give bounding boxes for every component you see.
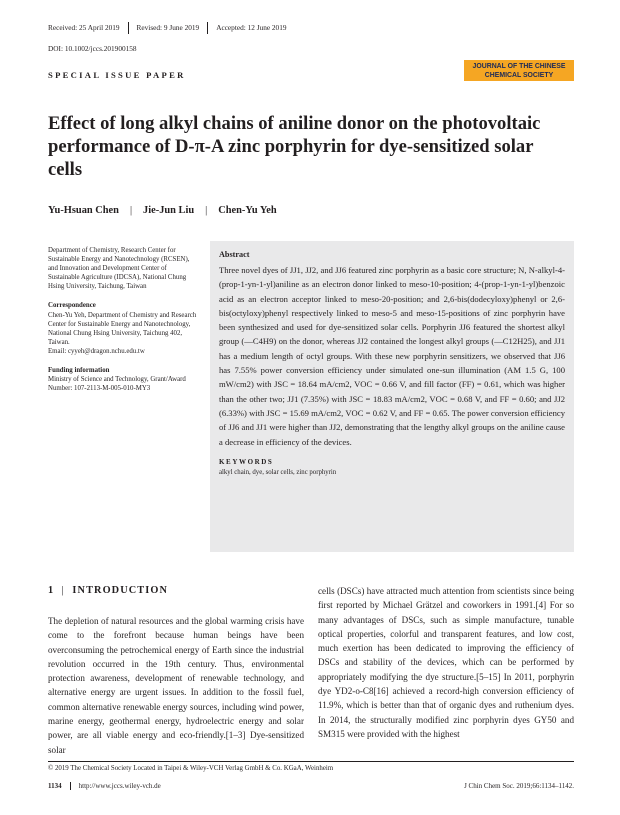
affiliation-text: Department of Chemistry, Research Center for Sustainable Energy and Nanotechnology (RCSEN), and Innovation and Development Center of Sustainable Agriculture (IDCSA), National Chung Hsing University, Taichung, Taiwan — [48, 247, 190, 291]
funding-block — [48, 366, 198, 393]
journal-logo-line1: JOURNAL OF THE CHINESE — [472, 63, 566, 70]
funding-heading: Funding information — [48, 367, 110, 375]
correspondence-text: Chen-Yu Yeh, Department of Chemistry and Research Center for Sustainable Energy and Nanotechnology, National Chung Hsing University, Taichung 402, Taiwan. — [48, 311, 197, 346]
accepted-date: Accepted: 12 June 2019 — [207, 22, 294, 34]
article-title: Effect of long alkyl chains of aniline donor on the photovoltaic performance of D-π-A zinc porphyrin for dye-sensitized solar cells — [48, 113, 541, 180]
footer-divider — [48, 761, 574, 762]
article-history — [48, 21, 295, 34]
doi[interactable]: DOI: 10.1002/jccs.201900158 — [48, 44, 137, 53]
body-column-left: The depletion of natural resources and the global warming crisis have come to the forefront because human beings have been overconsuming the petrochemical energy of Earth since the industrial revolution occurred in the 19th century. Thus, environmental protection awareness, development of renewable technology, and alternative energy are urgent issues. In addition to the fossil fuel, common alternative renewable energy sources, including wind power, marine energy, geothermal energy, hydroelectric energy and solar power, are all viable energy and eco-friendly.[1–3] Dye-sensitized solar — [48, 616, 304, 755]
correspondence-block — [48, 301, 198, 356]
correspondence-email[interactable]: Email: cyyeh@dragon.nchu.edu.tw — [48, 347, 145, 355]
page-number: 1134 — [48, 782, 71, 790]
abstract-box — [210, 241, 574, 552]
body-column-right: cells (DSCs) have attracted much attention from scientists since being first reported by Michael Grätzel and coworkers in 1991.[4] For so many advantages of DSCs, such as simple manufacture, tunable optical properties, colorful and transparent features, and low cost, much exertion has been dedicated to improving the efficiency of DSCs and stability of the devices, which can be performed by appropriately modifying the dye structure.[5–15] In 2011, porphyrin dye YD2-o-C8[16] achieved a record-high conversion efficiency of 11.9%, which is better than that of organic dyes and ruthenium dyes. In 2014, the structurally modified zinc porphyrin dyes GY50 and SM315 were provided with the highest — [318, 586, 574, 739]
author-list — [48, 205, 277, 216]
author-name[interactable]: Jie-Jun Liu — [143, 205, 195, 216]
author-name[interactable]: Yu-Hsuan Chen — [48, 205, 119, 216]
section-number: 1 — [48, 585, 55, 596]
correspondence-heading: Correspondence — [48, 302, 96, 310]
section-label: SPECIAL ISSUE PAPER — [48, 70, 186, 80]
page-footer — [48, 782, 574, 790]
affiliation-column — [48, 246, 198, 403]
introduction-heading — [48, 585, 168, 596]
journal-logo — [464, 60, 574, 81]
copyright-notice: © 2019 The Chemical Society Located in Taipei & Wiley-VCH Verlag GmbH & Co. KGaA, Weinheim — [48, 765, 334, 772]
keywords-list: alkyl chain, dye, solar cells, zinc porphyrin — [219, 468, 337, 476]
author-separator: | — [205, 205, 208, 216]
journal-logo-line2: CHEMICAL SOCIETY — [484, 72, 554, 79]
revised-date: Revised: 9 June 2019 — [128, 22, 208, 34]
funding-text: Ministry of Science and Technology, Grant/Award Number: 107-2113-M-005-010-MY3 — [48, 376, 186, 393]
abstract-heading: Abstract — [219, 250, 250, 259]
author-name[interactable]: Chen-Yu Yeh — [218, 205, 277, 216]
author-separator: | — [129, 205, 133, 216]
section-separator: | — [61, 585, 65, 596]
abstract-text: Three novel dyes of JJ1, JJ2, and JJ6 featured zinc porphyrin as a basic core structure; N, N-alkyl-4-(prop-1-yn-1-yl)aniline as an electron donor linked to meso-10-position; 4-(prop-1-yn-1-yl)benzoic acid as an electron acceptor linked to meso-20-position; and 2,6-bis(dodecyloxy)phenyl or 2,6-bis(octyloxy)phenyl respectively linked to meso-5 and meso-15-positions of zinc porphyrin have been synthesized and used for dye-sensitized solar cells. Porphyrin JJ6 featured the shortest alkyl group (—C4H9) on the donor, whereas JJ2 contained the longest alkyl groups (—C12H25), and JJ1 has a medium length of octyl groups. With these new porphyrin sensitizers, we observed that JJ6 has 7.55% power conversion efficiency under simulated one-sun illumination (AM 1.5 G, 100 mW/cm2) with JSC = 18.64 mA/cm2, VOC = 0.66 V, and fill factor (FF) = 0.61, which was higher than the other two; JJ1 (7.35%) with JSC = 18.83 mA/cm2, VOC = 0.68 V, and FF = 0.60; and JJ2 (6.33%) with JSC = 15.69 mA/cm2, VOC = 0.62 V, and FF = 0.65. The power conversion efficiency of JJ6 and JJ1 were higher than JJ2, demonstrating that the lengthy alkyl groups on the aniline cause a decrease in efficiency of the devices. — [219, 265, 565, 447]
keywords-heading: KEYWORDS — [219, 457, 274, 466]
section-title: INTRODUCTION — [72, 585, 169, 596]
journal-url[interactable]: http://www.jccs.wiley-vch.de — [78, 782, 161, 790]
journal-citation: J Chin Chem Soc. 2019;66:1134–1142. — [464, 782, 574, 790]
received-date: Received: 25 April 2019 — [48, 22, 120, 32]
